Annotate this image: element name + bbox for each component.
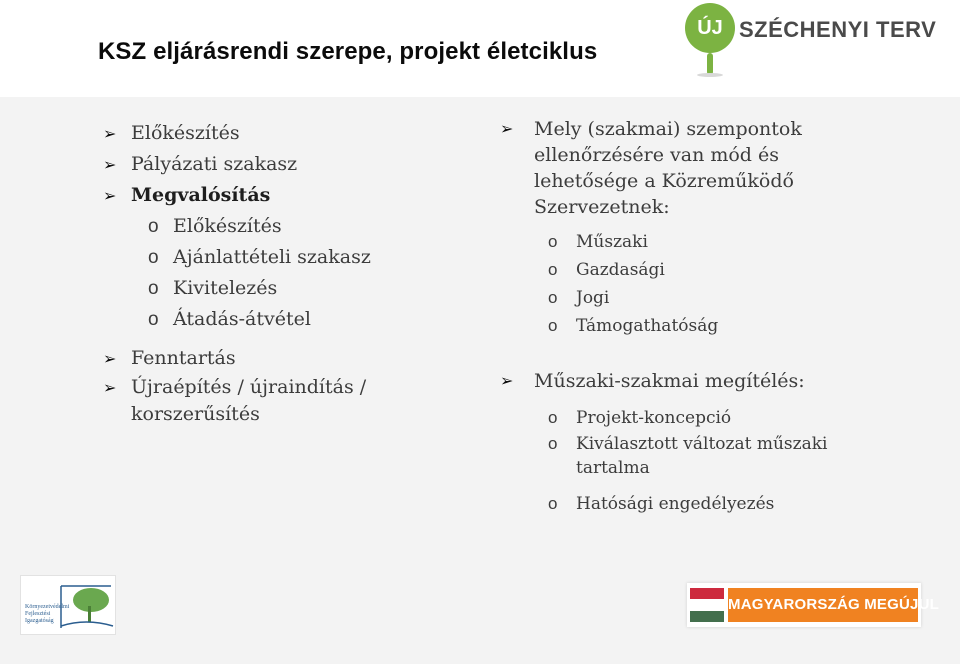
arrow-bullet-icon: ➢ <box>103 155 117 174</box>
circle-bullet-icon: o <box>148 247 159 268</box>
arrow-bullet-icon: ➢ <box>103 186 117 205</box>
circle-bullet-icon: o <box>548 232 558 251</box>
circle-bullet-icon: o <box>148 216 159 237</box>
sub-list-item: o Előkészítés <box>103 211 463 242</box>
arrow-bullet-icon: ➢ <box>103 378 117 397</box>
list-item: ➢ Műszaki-szakmai megítélés: <box>500 370 805 392</box>
list-item: ➢ Újraépítés / újraindítás / korszerűsítés <box>103 376 367 425</box>
sub-list-item: o Átadás-átvétel <box>103 304 463 335</box>
list-item: ➢ Előkészítés <box>103 118 463 149</box>
circle-bullet-icon: o <box>548 316 558 335</box>
circle-bullet-icon: o <box>548 408 558 427</box>
szechenyi-terv-logo <box>685 3 935 83</box>
arrow-bullet-icon: ➢ <box>103 124 117 143</box>
list-item: ➢ Fenntartás <box>103 343 463 374</box>
hungarian-flag-icon <box>690 588 724 622</box>
arrow-bullet-icon: ➢ <box>500 371 514 390</box>
right-list <box>500 116 900 516</box>
left-list <box>103 118 463 428</box>
logo-label: MAGYARORSZÁG MEGÚJUL <box>728 588 918 622</box>
circle-bullet-icon: o <box>548 494 558 513</box>
list-item: ➢ Megvalósítás <box>103 180 463 211</box>
arrow-bullet-icon: ➢ <box>500 119 514 138</box>
arrow-bullet-icon: ➢ <box>103 349 117 368</box>
sub-list-item: o Gazdasági <box>500 256 900 284</box>
kfi-logo-text: Környezetvédelmi Fejlesztési Igazgatóság <box>25 604 70 624</box>
sub-list-item: o Kivitelezés <box>103 273 463 304</box>
circle-bullet-icon: o <box>148 309 159 330</box>
circle-bullet-icon: o <box>548 434 558 453</box>
kfi-logo <box>20 575 116 635</box>
sub-list-item: o Műszaki <box>500 228 900 256</box>
circle-bullet-icon: o <box>148 278 159 299</box>
circle-bullet-icon: o <box>548 288 558 307</box>
uj-badge-stem <box>707 53 713 75</box>
circle-bullet-icon: o <box>548 260 558 279</box>
uj-badge-icon: ÚJ <box>685 3 735 53</box>
magyarorszag-megujul-logo <box>687 583 939 627</box>
sub-list-item: o Ajánlattételi szakasz <box>103 242 463 273</box>
sub-list-item: o Jogi <box>500 284 900 312</box>
sub-list-item: o Kiválasztott változat műszaki tartalma <box>548 434 828 478</box>
sub-list-item: o Projekt-koncepció <box>500 404 900 432</box>
uj-badge-shadow <box>697 73 723 77</box>
slide-title: KSZ eljárásrendi szerepe, projekt életciklus <box>98 38 598 65</box>
sub-list-item: o Támogathatóság <box>500 312 900 340</box>
sub-list-item: o Hatósági engedélyezés <box>548 494 775 514</box>
logo-name: SZÉCHENYI TERV <box>739 17 937 42</box>
list-item: ➢ Mely (szakmai) szempontok ellenőrzésére van mód és lehetősége a Közreműködő Szervezetnek: <box>500 118 802 218</box>
list-item: ➢ Pályázati szakasz <box>103 149 463 180</box>
